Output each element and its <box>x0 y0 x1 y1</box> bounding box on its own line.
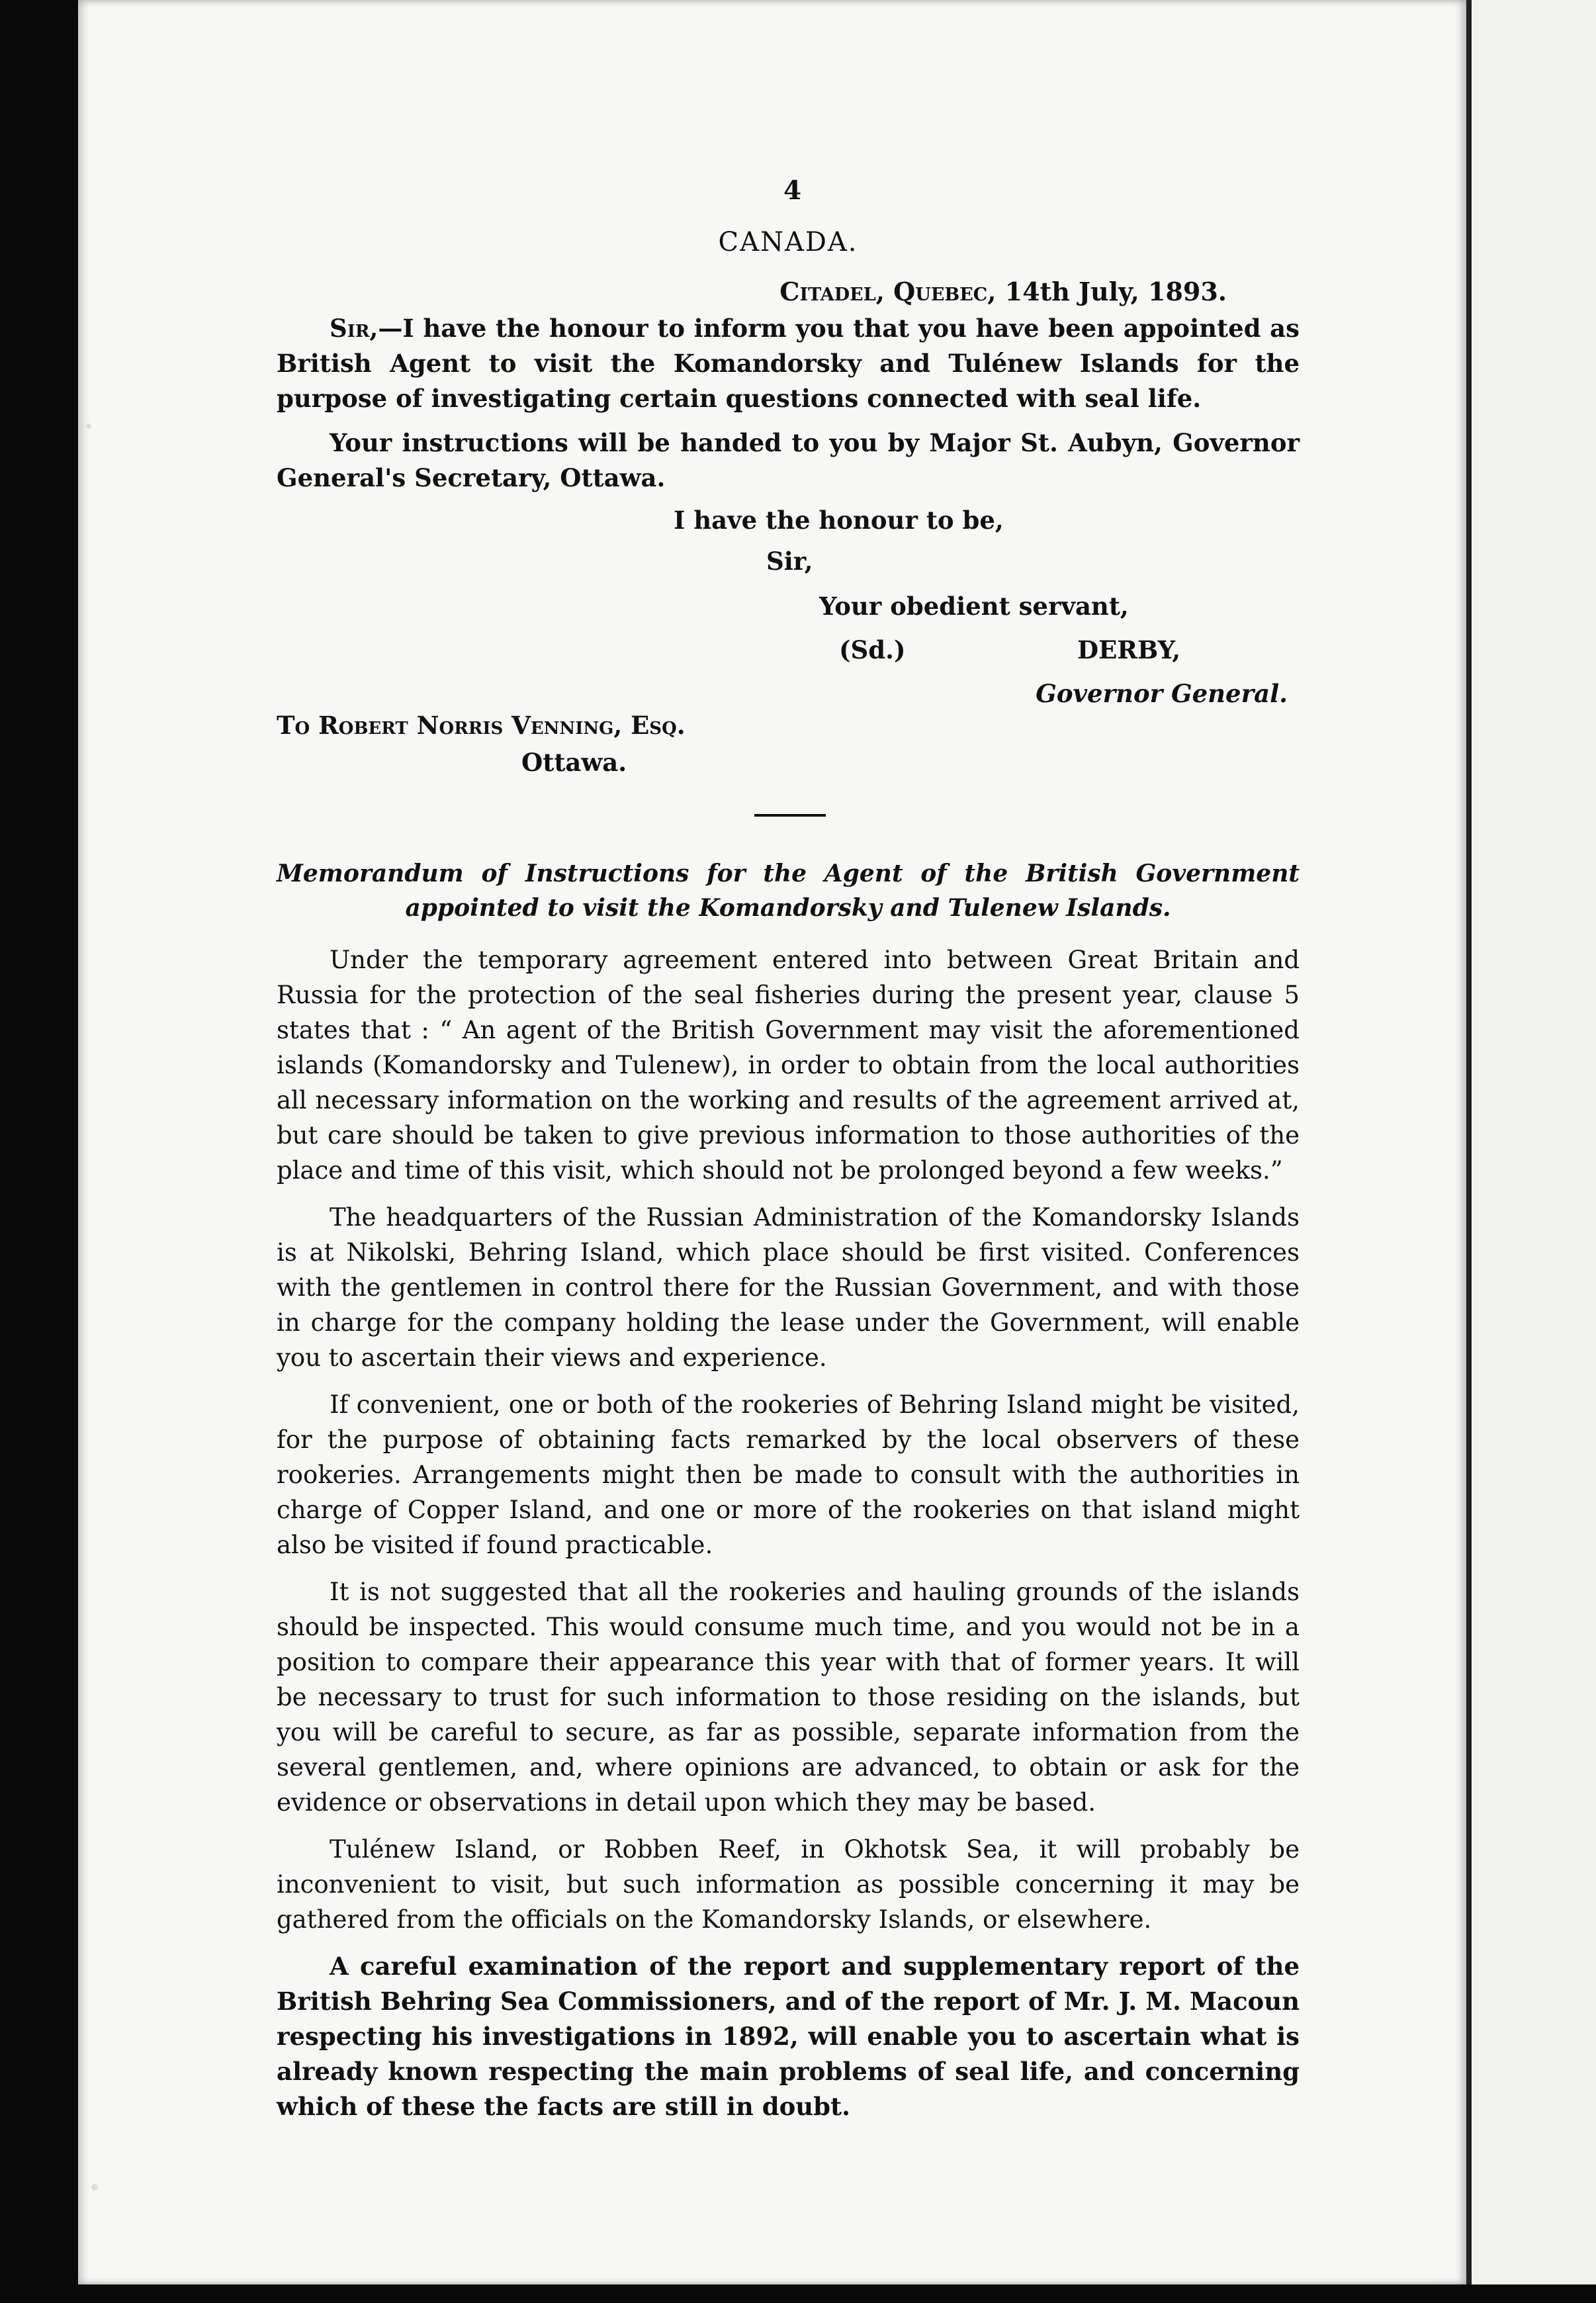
memo-paragraph: Tulénew Island, or Robben Reef, in Okhotsk Sea, it will probably be inconvenient to visit, but such information as possible concerning it may be gathered from the officials on the Komandorsky Islands, or elsewhere. <box>277 1835 1300 1934</box>
letter-closing: I have the honour to be, <box>674 506 1004 535</box>
letter-body <box>277 311 1300 496</box>
addressee-city: Ottawa. <box>521 748 627 777</box>
letter-closing: Your obedient servant, <box>819 592 1129 621</box>
scan-speck <box>91 2184 98 2190</box>
letter-paragraph-text: —I have the honour to inform you that you have been appointed as British Agent to visit the Komandorsky and Tulénew Islands for the purpose of investigating certain questions connected with seal life. <box>277 314 1300 413</box>
memo-paragraph: It is not suggested that all the rookeries and hauling grounds of the islands should be inspected. This would consume much time, and you would not be in a position to compare their appearance this year with that of former years. It will be necessary to trust for such information to those residing on the islands, but you will be careful to secure, as far as possible, separate information from the several gentlemen, and, where opinions are advanced, to obtain or ask for the evidence or observations in detail upon which they may be based. <box>277 1578 1300 1817</box>
signer-name: DERBY, <box>1077 635 1181 664</box>
letter-closing: Sir, <box>766 547 813 576</box>
letter-paragraph: Your instructions will be handed to you by Major St. Aubyn, Governor General's Secretary, Ottawa. <box>277 428 1300 492</box>
memo-paragraph: If convenient, one or both of the rookeries of Behring Island might be visited, for the purpose of obtaining facts remarked by the local observers of these rookeries. Arrangements might then be made to consult with the authorities in charge of Copper Island, and one or more of the rookeries on that island might also be visited if found practicable. <box>277 1390 1300 1559</box>
letter-dateline <box>779 274 1227 309</box>
dateline-date: 14th July, 1893. <box>1004 277 1227 306</box>
adjacent-page-edge <box>1472 0 1596 2284</box>
memorandum-body <box>277 942 1300 2124</box>
scan-speck <box>86 424 91 429</box>
addressee: To Robert Norris Venning, Esq. <box>277 711 686 740</box>
memo-paragraph: A careful examination of the report and supplementary report of the British Behring Sea Commissioners, and of the report of Mr. J. M. Macoun respecting his investigations in 1892, will enable you to ascertain what is already known respecting the main problems of seal life, and concerning which of these the facts are still in doubt. <box>277 1952 1300 2121</box>
memorandum-title: Memorandum of Instructions for the Agent of the British Government appointed to visit the Komandorsky and Tulenew Islands. <box>277 860 1300 922</box>
dateline-place: Citadel, Quebec, <box>779 277 997 306</box>
section-divider <box>754 814 826 817</box>
signer-title: Governor General. <box>1036 679 1288 708</box>
page-number: 4 <box>783 175 802 206</box>
page-gutter <box>1466 0 1472 2284</box>
signed-marker: (Sd.) <box>839 635 906 664</box>
memo-paragraph: The headquarters of the Russian Administration of the Komandorsky Islands is at Nikolski, Behring Island, which place should be first visited. Conferences with the gentlemen in control there for the Russian Government, and with those in charge for the company holding the lease under the Government, will enable you to ascertain their views and experience. <box>277 1203 1300 1372</box>
memo-paragraph: Under the temporary agreement entered into between Great Britain and Russia for the protection of the seal fisheries during the present year, clause 5 states that : “ An agent of the British Government may visit the aforementioned islands (Komandorsky and Tulenew), in order to obtain from the local authorities all necessary information on the working and results of the agreement arrived at, but care should be taken to give previous information to those authorities of the place and time of this visit, which should not be prolonged beyond a few weeks.” <box>277 946 1300 1185</box>
letter-salutation: Sir, <box>330 314 378 343</box>
letter-paragraph <box>277 311 1300 416</box>
page-heading: CANADA. <box>718 227 858 257</box>
